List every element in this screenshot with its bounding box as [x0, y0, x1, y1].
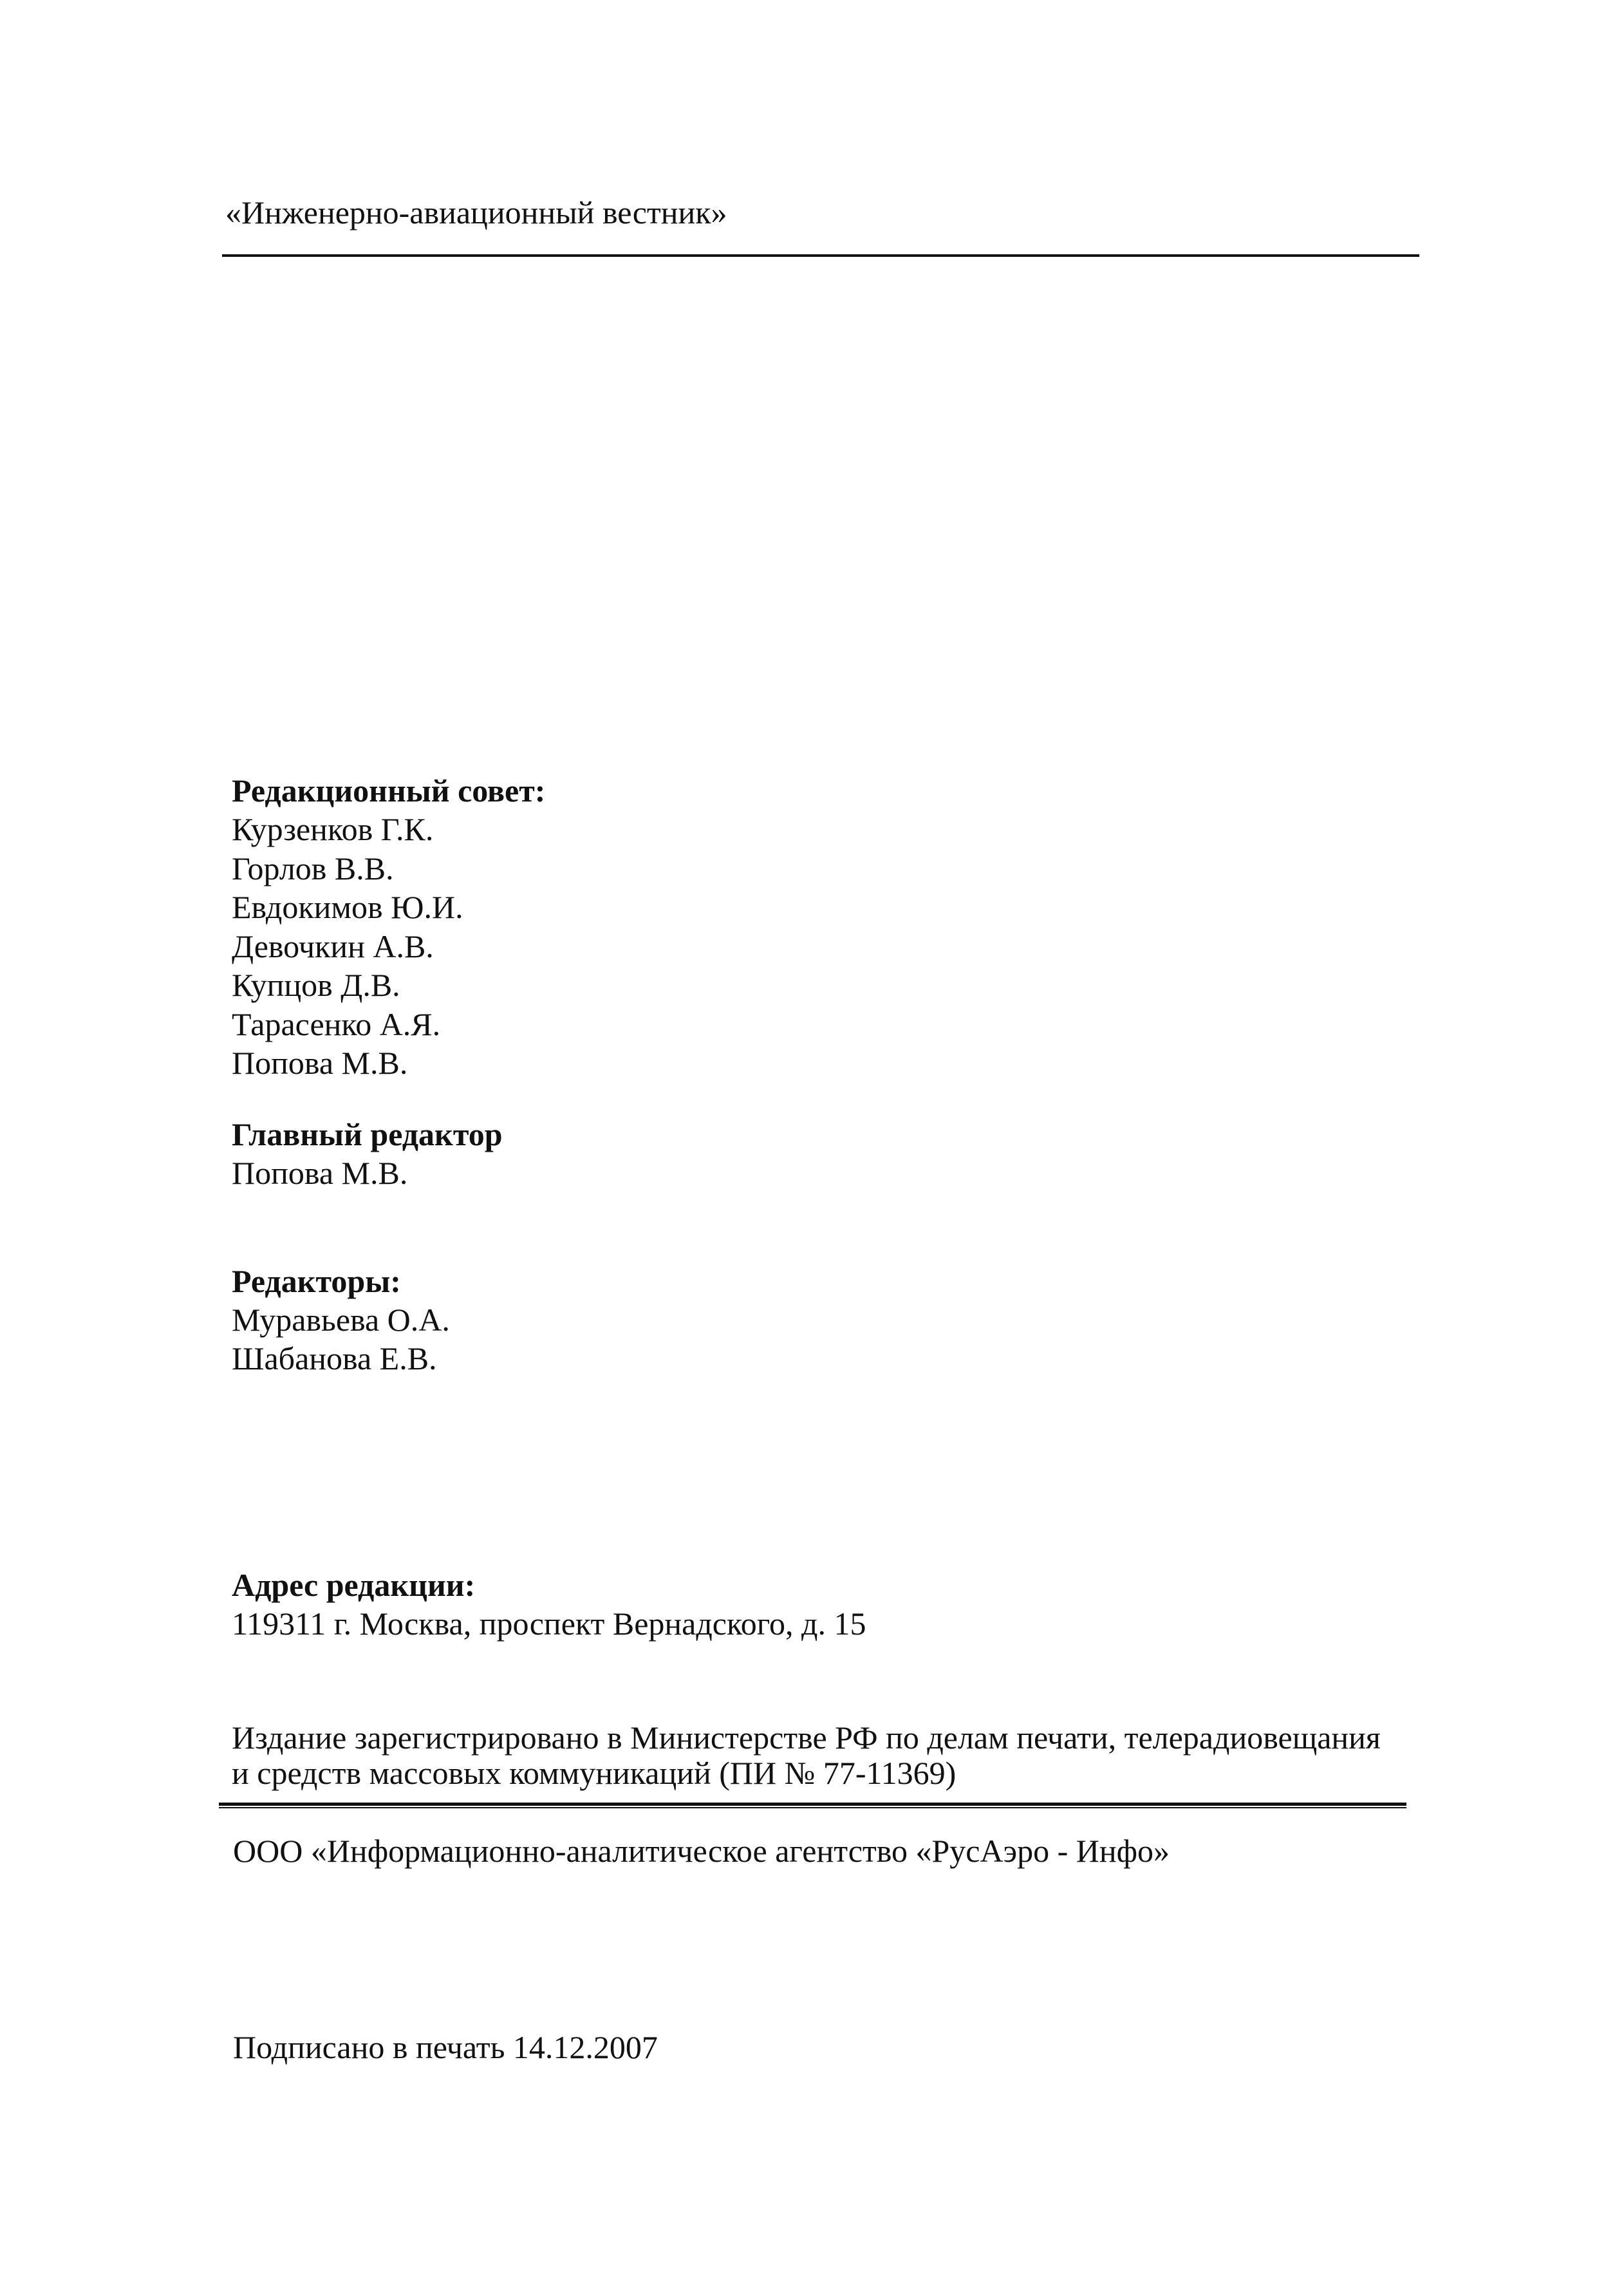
address-section: [232, 1566, 866, 1643]
council-member: Курзенков Г.К.: [232, 811, 434, 847]
address-value: 119311 г. Москва, проспект Вернадского, д. 15: [232, 1606, 866, 1642]
chief-editor-section: [232, 1115, 503, 1192]
header-divider: [222, 254, 1419, 257]
editor-name: Муравьева О.А.: [232, 1302, 450, 1338]
council-member: Горлов В.В.: [232, 850, 394, 886]
council-member: Девочкин А.В.: [232, 928, 434, 964]
council-member: Попова М.В.: [232, 1045, 408, 1081]
editor-name: Шабанова Е.В.: [232, 1340, 437, 1376]
address-heading: Адрес редакции:: [232, 1567, 476, 1603]
editorial-council-section: [232, 771, 545, 1083]
chief-editor-name: Попова М.В.: [232, 1155, 408, 1191]
editors-heading: Редакторы:: [232, 1263, 401, 1299]
footer-divider: [219, 1803, 1406, 1808]
editors-section: [232, 1262, 450, 1378]
journal-title: «Инженерно-авиационный вестник»: [225, 194, 727, 230]
council-member: Купцов Д.В.: [232, 967, 400, 1003]
registration-line: и средств массовых коммуникаций (ПИ № 77-11369): [232, 1755, 957, 1791]
registration-notice: [232, 1720, 1381, 1791]
editorial-council-heading: Редакционный совет:: [232, 773, 546, 809]
signed-to-print: Подписано в печать 14.12.2007: [233, 2029, 658, 2065]
chief-editor-heading: Главный редактор: [232, 1116, 503, 1152]
registration-line: Издание зарегистрировано в Министерстве РФ по делам печати, телерадиовещания: [232, 1719, 1381, 1756]
council-member: Евдокимов Ю.И.: [232, 889, 463, 925]
council-member: Тарасенко А.Я.: [232, 1006, 441, 1042]
publisher-name: ООО «Информационно-аналитическое агентство «РусАэро - Инфо»: [233, 1833, 1170, 1869]
